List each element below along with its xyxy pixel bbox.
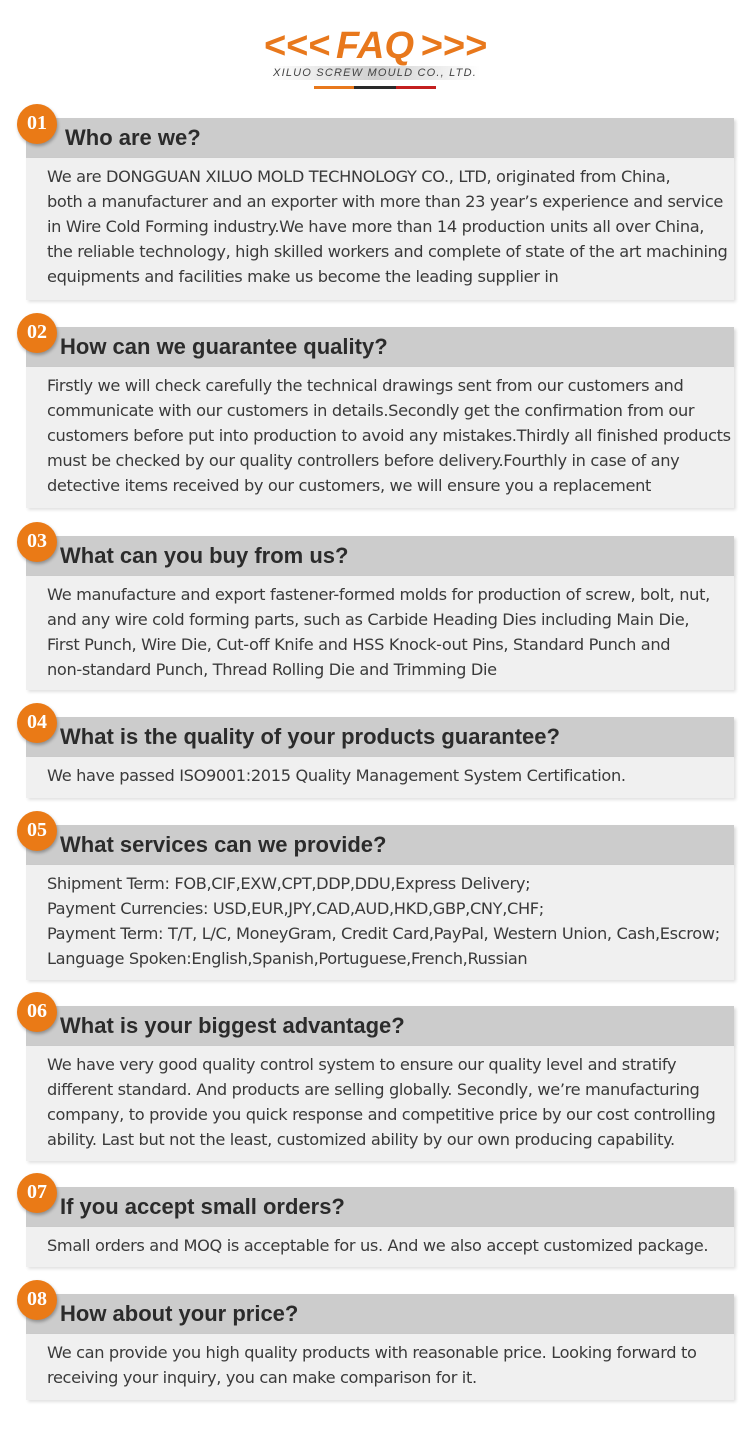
question-text: What can you buy from us? — [60, 543, 349, 568]
number-badge: 02 — [17, 313, 57, 353]
question-bar — [26, 825, 734, 865]
question-text: Who are we? — [65, 125, 201, 150]
question-text: If you accept small orders? — [60, 1194, 345, 1219]
color-bars — [314, 86, 436, 89]
question-bar — [26, 118, 734, 158]
answer-text: We can provide you high quality products with reasonable price. Looking forward to receiving your inquiry, you can make comparison for it. — [47, 1343, 697, 1387]
answer-box — [26, 158, 734, 300]
question-text: What is your biggest advantage? — [60, 1013, 405, 1038]
question-bar — [26, 1006, 734, 1046]
question-bar — [26, 717, 734, 757]
question-bar — [26, 1294, 734, 1334]
number-badge: 08 — [17, 1280, 57, 1320]
answer-text: We manufacture and export fastener-formed molds for production of screw, bolt, nut, and any wire cold forming parts, such as Carbide Heading Dies including Main Die, First Punch, Wire Die, Cut-off Knife and HSS Knock-out Pins, Standard Punch and non-standard Punch, Thread Rolling Die and Trimming Die — [47, 585, 710, 679]
right-arrows: >>> — [420, 25, 487, 67]
answer-text: Shipment Term: FOB,CIF,EXW,CPT,DDP,DDU,Express Delivery; Payment Currencies: USD,EUR,JPY,CAD,AUD,HKD,GBP,CNY,CHF; Payment Term: T/T, L/C, MoneyGram, Credit Card,PayPal, Western Union, Cash,Escrow; Language Spoken:English,Spanish,Portuguese,French,Russian — [47, 874, 720, 968]
left-arrows: <<< — [263, 25, 330, 67]
red-bar — [396, 86, 436, 89]
answer-text: We have very good quality control system to ensure our quality level and stratify different standard. And products are selling globally. Secondly, we’re manufacturing company, to provide you quick response and competitive price by our cost controlling ability. Last but not the least, customized ability by our own producing capability. — [47, 1055, 716, 1149]
black-bar — [354, 86, 396, 89]
number-badge: 01 — [17, 104, 57, 144]
orange-bar — [314, 86, 354, 89]
number-badge: 03 — [17, 522, 57, 562]
company-name: XILUO SCREW MOULD CO., LTD. — [273, 67, 477, 79]
answer-box — [26, 757, 734, 798]
number-badge: 04 — [17, 703, 57, 743]
answer-box — [26, 1046, 734, 1161]
number-badge: 06 — [17, 992, 57, 1032]
answer-box — [26, 865, 734, 980]
question-text: What is the quality of your products guarantee? — [60, 724, 560, 749]
answer-box — [26, 367, 734, 508]
question-bar — [26, 1187, 734, 1227]
answer-box — [26, 576, 734, 690]
number-badge: 07 — [17, 1173, 57, 1213]
answer-box — [26, 1334, 734, 1400]
question-text: What services can we provide? — [60, 832, 387, 857]
faq-header — [0, 0, 750, 100]
answer-text: Firstly we will check carefully the technical drawings sent from our customers and communicate with our customers in details.Secondly get the confirmation from our customers before put into production to avoid any mistakes.Thirdly all finished products must be checked by our quality controllers before delivery.Fourthly in case of any detective items received by our customers, we will ensure you a replacement — [47, 376, 731, 495]
question-text: How can we guarantee quality? — [60, 334, 388, 359]
question-bar — [26, 536, 734, 576]
answer-box — [26, 1227, 734, 1267]
question-text: How about your price? — [60, 1301, 299, 1326]
question-bar — [26, 327, 734, 367]
number-badge: 05 — [17, 811, 57, 851]
faq-title — [0, 24, 750, 68]
answer-text: We are DONGGUAN XILUO MOLD TECHNOLOGY CO., LTD, originated from China, both a manufacturer and an exporter with more than 23 year’s experience and service in Wire Cold Forming industry.We have more than 14 production units all over China, the reliable technology, high skilled workers and complete of state of the art machining equipments and facilities make us become the leading supplier in — [47, 167, 728, 286]
answer-text: Small orders and MOQ is acceptable for us. And we also accept customized package. — [47, 1236, 709, 1255]
answer-text: We have passed ISO9001:2015 Quality Management System Certification. — [47, 766, 626, 785]
faq-title-text: FAQ — [335, 25, 415, 67]
